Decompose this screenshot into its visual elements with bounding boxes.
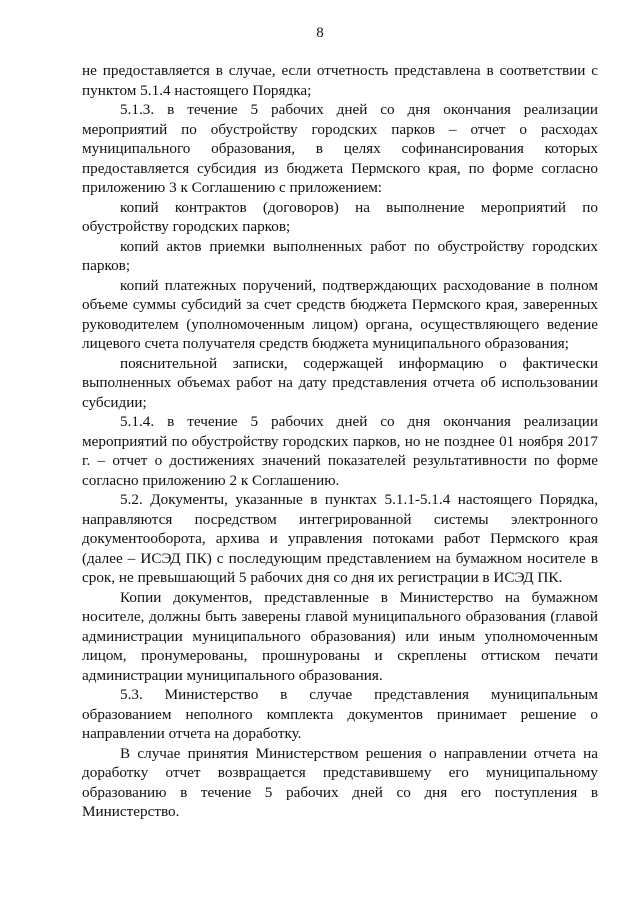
list-item-explanatory-note: пояснительной записки, содержащей информацию о фактически выполненных объемах работ на дату представления отчета об использовании субсидии; [82, 354, 598, 411]
document-body [82, 61, 598, 822]
paragraph-continuation: не предоставляется в случае, если отчетность представлена в соответствии с пунктом 5.1.4 настоящего Порядка; [82, 62, 598, 99]
list-item-contracts: копий контрактов (договоров) на выполнение мероприятий по обустройству городских парков; [82, 198, 598, 235]
paragraph-copies: Копии документов, представленные в Министерство на бумажном носителе, должны быть заверены главой муниципального образования (главой администрации муниципального образования) или иным уполномоченным лицом, пронумерованы, прошнурованы и скреплены оттиском печати администрации муниципального образования. [82, 588, 598, 684]
list-item-payment-orders: копий платежных поручений, подтверждающих расходование в полном объеме суммы субсидий за счет средств бюджета Пермского края, заверенных руководителем (уполномоченным лицом) органа, осуществляющего ведение лицевого счета получателя средств бюджета муниципального образования; [82, 276, 598, 352]
paragraph-5-1-4: 5.1.4. в течение 5 рабочих дней со дня окончания реализации мероприятий по обустройству городских парков, но не позднее 01 ноября 2017 г. – отчет о достижениях значений показателей результативности по форме согласно приложению 2 к Соглашению. [82, 413, 598, 489]
paragraph-revision: В случае принятия Министерством решения о направлении отчета на доработку отчет возвращается представившему его муниципальному образованию в течение 5 рабочих дней со дня его поступления в Министерство. [82, 744, 598, 820]
page-number: 8 [316, 25, 324, 41]
paragraph-5-3: 5.3. Министерство в случае представления муниципальным образованием неполного комплекта документов принимает решение о направлении отчета на доработку. [82, 686, 598, 742]
paragraph-5-1-3: 5.1.3. в течение 5 рабочих дней со дня окончания реализации мероприятий по обустройству городских парков – отчет о расходах муниципального образования, в целях софинансирования которых предоставляется субсидия из бюджета Пермского края, по форме согласно приложению 3 к Соглашению с приложением: [82, 101, 598, 196]
list-item-acceptance-acts: копий актов приемки выполненных работ по обустройству городских парков; [82, 237, 598, 274]
paragraph-5-2: 5.2. Документы, указанные в пунктах 5.1.1-5.1.4 настоящего Порядка, направляются посредством интегрированной системы электронного документооборота, архива и управления потоками работ Пермского края (далее – ИСЭД ПК) с последующим представлением на бумажном носителе в срок, не превышающий 5 рабочих дня со дня их регистрации в ИСЭД ПК. [82, 491, 598, 586]
